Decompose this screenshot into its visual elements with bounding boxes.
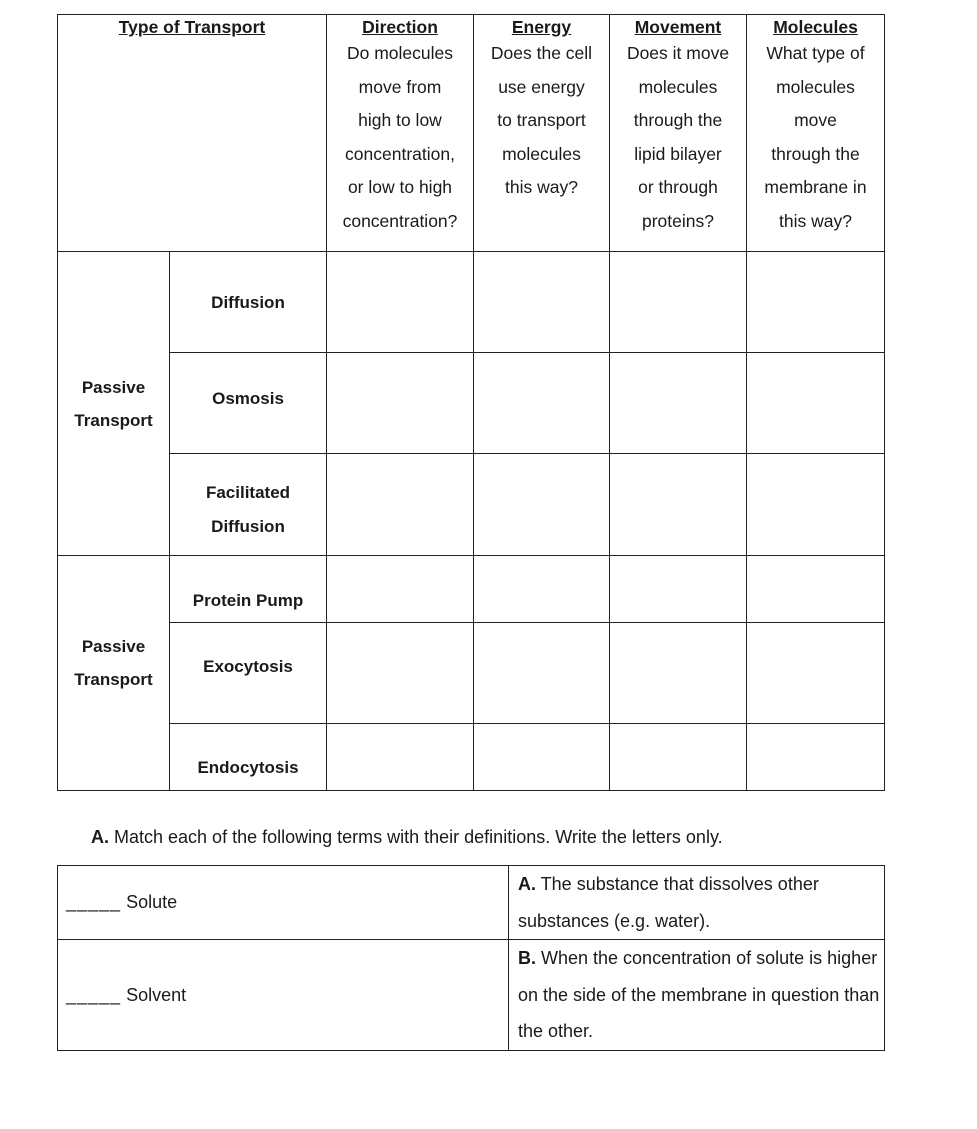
table-row-exocytosis bbox=[58, 623, 885, 724]
group-label-2: Passive Transport bbox=[58, 556, 170, 791]
energy-title: Energy bbox=[511, 17, 572, 37]
instruction-text: Match each of the following terms with their definitions. Write the letters only. bbox=[109, 827, 723, 847]
definition-b bbox=[509, 940, 885, 1051]
matching-instruction bbox=[91, 827, 723, 848]
table-row-facilitated-diffusion bbox=[58, 454, 885, 556]
table-row-diffusion bbox=[58, 252, 885, 353]
direction-title: Direction bbox=[362, 17, 438, 37]
answer-cell[interactable] bbox=[474, 454, 610, 556]
answer-cell[interactable] bbox=[474, 252, 610, 353]
answer-cell[interactable] bbox=[327, 353, 474, 454]
answer-cell[interactable] bbox=[747, 556, 885, 623]
movement-question: Does it move molecules through the lipid bilayer or through proteins? bbox=[626, 43, 730, 231]
answer-blank[interactable]: _____ bbox=[66, 984, 122, 1005]
answer-cell[interactable] bbox=[327, 724, 474, 791]
matching-table bbox=[57, 865, 885, 1051]
answer-cell[interactable] bbox=[474, 623, 610, 724]
answer-cell[interactable] bbox=[610, 454, 747, 556]
row-label-facilitated-diffusion: Facilitated Diffusion bbox=[170, 454, 327, 556]
answer-cell[interactable] bbox=[610, 252, 747, 353]
term-solvent: Solvent bbox=[126, 984, 187, 1005]
group-label-1: Passive Transport bbox=[58, 252, 170, 556]
answer-cell[interactable] bbox=[327, 623, 474, 724]
answer-cell[interactable] bbox=[747, 623, 885, 724]
definition-a bbox=[509, 866, 885, 940]
type-of-transport-title: Type of Transport bbox=[118, 17, 266, 37]
answer-cell[interactable] bbox=[474, 724, 610, 791]
type-of-transport-header bbox=[58, 15, 327, 252]
term-solute: Solute bbox=[126, 892, 178, 912]
direction-question: Do molecules move from high to low concentration, or low to high concentration? bbox=[342, 43, 458, 231]
row-label-endocytosis: Endocytosis bbox=[170, 724, 327, 791]
definition-letter-b: B. bbox=[518, 948, 536, 969]
definition-text-a: The substance that dissolves other substances (e.g. water). bbox=[518, 874, 819, 931]
transport-table bbox=[57, 14, 885, 791]
answer-cell[interactable] bbox=[474, 556, 610, 623]
row-label-protein-pump: Protein Pump bbox=[170, 556, 327, 623]
answer-cell[interactable] bbox=[327, 556, 474, 623]
answer-cell[interactable] bbox=[747, 724, 885, 791]
movement-title: Movement bbox=[634, 17, 722, 37]
table-row-osmosis bbox=[58, 353, 885, 454]
answer-cell[interactable] bbox=[747, 454, 885, 556]
answer-cell[interactable] bbox=[610, 623, 747, 724]
answer-cell[interactable] bbox=[747, 353, 885, 454]
row-label-diffusion: Diffusion bbox=[170, 252, 327, 353]
molecules-header bbox=[747, 15, 885, 252]
matching-row-solvent bbox=[58, 940, 885, 1051]
molecules-question: What type of molecules move through the membrane in this way? bbox=[764, 43, 867, 231]
answer-blank[interactable]: _____ bbox=[66, 892, 122, 912]
term-cell-solute bbox=[58, 866, 509, 940]
energy-question: Does the cell use energy to transport molecules this way? bbox=[490, 43, 593, 197]
table-row-protein-pump bbox=[58, 556, 885, 623]
answer-cell[interactable] bbox=[610, 556, 747, 623]
answer-cell[interactable] bbox=[747, 252, 885, 353]
molecules-title: Molecules bbox=[773, 17, 858, 37]
instruction-letter: A. bbox=[91, 827, 109, 847]
term-cell-solvent bbox=[58, 940, 509, 1051]
row-label-exocytosis: Exocytosis bbox=[170, 623, 327, 724]
header-row bbox=[58, 15, 885, 252]
table-row-endocytosis bbox=[58, 724, 885, 791]
definition-letter-a: A. bbox=[518, 874, 536, 894]
answer-cell[interactable] bbox=[610, 724, 747, 791]
answer-cell[interactable] bbox=[610, 353, 747, 454]
definition-text-b: When the concentration of solute is higher on the side of the membrane in question than the other. bbox=[518, 948, 880, 1042]
answer-cell[interactable] bbox=[327, 252, 474, 353]
movement-header bbox=[610, 15, 747, 252]
matching-row-solute bbox=[58, 866, 885, 940]
direction-header bbox=[327, 15, 474, 252]
answer-cell[interactable] bbox=[474, 353, 610, 454]
energy-header bbox=[474, 15, 610, 252]
row-label-osmosis: Osmosis bbox=[170, 353, 327, 454]
answer-cell[interactable] bbox=[327, 454, 474, 556]
